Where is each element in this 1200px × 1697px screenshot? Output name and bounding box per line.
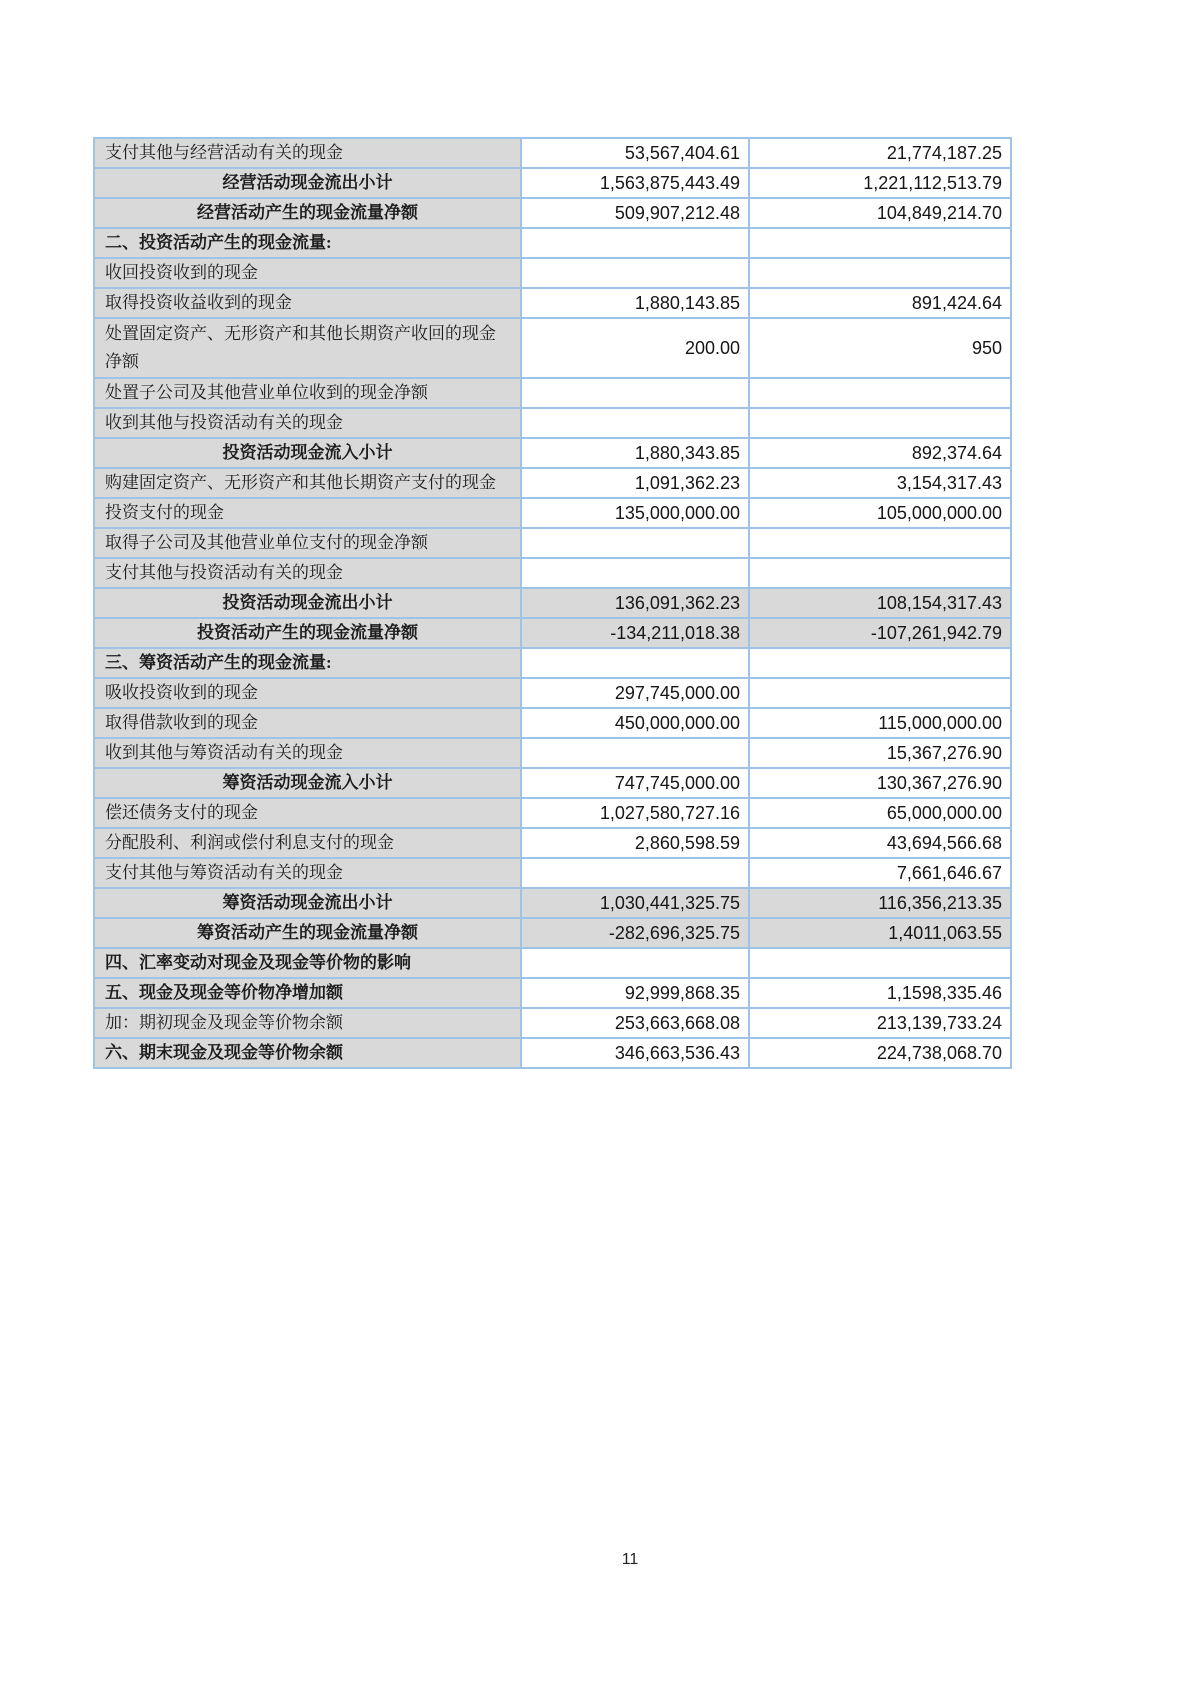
row-value-current: [521, 948, 749, 978]
table-row-section: [94, 648, 1011, 678]
row-label: 投资支付的现金: [94, 498, 521, 528]
table-row: [94, 798, 1011, 828]
row-value-prior: 7,661,646.67: [749, 858, 1011, 888]
row-label: 吸收投资收到的现金: [94, 678, 521, 708]
row-value-prior: 1,1598,335.46: [749, 978, 1011, 1008]
table-row-subtotal: [94, 918, 1011, 948]
row-value-prior: 105,000,000.00: [749, 498, 1011, 528]
table-row: [94, 708, 1011, 738]
table-row: [94, 828, 1011, 858]
table-row: [94, 378, 1011, 408]
row-value-prior: 15,367,276.90: [749, 738, 1011, 768]
table-row: [94, 468, 1011, 498]
row-value-current: 92,999,868.35: [521, 978, 749, 1008]
table-row: [94, 498, 1011, 528]
row-value-current: [521, 648, 749, 678]
row-value-current: 1,027,580,727.16: [521, 798, 749, 828]
row-value-prior: 65,000,000.00: [749, 798, 1011, 828]
row-value-current: -134,211,018.38: [521, 618, 749, 648]
row-label: 处置固定资产、无形资产和其他长期资产收回的现金净额: [94, 318, 521, 378]
row-value-prior: 892,374.64: [749, 438, 1011, 468]
row-value-current: 450,000,000.00: [521, 708, 749, 738]
table-row: [94, 528, 1011, 558]
row-value-prior: 213,139,733.24: [749, 1008, 1011, 1038]
row-value-current: 200.00: [521, 318, 749, 378]
row-value-prior: [749, 258, 1011, 288]
row-value-prior: 1,4011,063.55: [749, 918, 1011, 948]
row-label: 处置子公司及其他营业单位收到的现金净额: [94, 378, 521, 408]
table-row-section: [94, 228, 1011, 258]
row-value-current: 53,567,404.61: [521, 138, 749, 168]
row-value-current: 297,745,000.00: [521, 678, 749, 708]
table-row: [94, 738, 1011, 768]
row-value-prior: [749, 948, 1011, 978]
row-value-current: 747,745,000.00: [521, 768, 749, 798]
table-row: [94, 168, 1011, 198]
row-value-current: [521, 738, 749, 768]
row-label: 五、现金及现金等价物净增加额: [94, 978, 521, 1008]
row-value-current: [521, 558, 749, 588]
row-label: 投资活动现金流入小计: [94, 438, 521, 468]
table-row: [94, 258, 1011, 288]
row-label: 四、汇率变动对现金及现金等价物的影响: [94, 948, 521, 978]
table-row: [94, 408, 1011, 438]
table-row: [94, 858, 1011, 888]
table-row-section: [94, 1038, 1011, 1068]
row-value-prior: [749, 228, 1011, 258]
row-value-prior: 104,849,214.70: [749, 198, 1011, 228]
row-value-current: 135,000,000.00: [521, 498, 749, 528]
row-value-current: 253,663,668.08: [521, 1008, 749, 1038]
row-value-current: 1,030,441,325.75: [521, 888, 749, 918]
table-row-section: [94, 948, 1011, 978]
row-label: 取得投资收益收到的现金: [94, 288, 521, 318]
table-row-section: [94, 978, 1011, 1008]
table-row: [94, 138, 1011, 168]
row-value-current: 509,907,212.48: [521, 198, 749, 228]
row-label: 购建固定资产、无形资产和其他长期资产支付的现金: [94, 468, 521, 498]
row-value-current: [521, 228, 749, 258]
table-row-subtotal: [94, 618, 1011, 648]
row-label: 收到其他与筹资活动有关的现金: [94, 738, 521, 768]
row-value-current: 1,880,343.85: [521, 438, 749, 468]
row-label: 加：期初现金及现金等价物余额: [94, 1008, 521, 1038]
row-label: 二、投资活动产生的现金流量:: [94, 228, 521, 258]
row-value-current: -282,696,325.75: [521, 918, 749, 948]
table-row-subtotal: [94, 588, 1011, 618]
row-value-current: [521, 858, 749, 888]
row-label: 支付其他与投资活动有关的现金: [94, 558, 521, 588]
row-value-current: 1,091,362.23: [521, 468, 749, 498]
table-row: [94, 198, 1011, 228]
row-value-current: [521, 258, 749, 288]
table-row: [94, 288, 1011, 318]
row-label: 收到其他与投资活动有关的现金: [94, 408, 521, 438]
row-value-prior: 224,738,068.70: [749, 1038, 1011, 1068]
row-value-prior: 3,154,317.43: [749, 468, 1011, 498]
row-label: 三、筹资活动产生的现金流量:: [94, 648, 521, 678]
row-value-prior: 43,694,566.68: [749, 828, 1011, 858]
row-label: 偿还债务支付的现金: [94, 798, 521, 828]
row-value-prior: 1,221,112,513.79: [749, 168, 1011, 198]
table-row: [94, 1008, 1011, 1038]
row-label: 投资活动产生的现金流量净额: [94, 618, 521, 648]
row-value-prior: [749, 378, 1011, 408]
row-value-prior: 950: [749, 318, 1011, 378]
table-row-subtotal: [94, 888, 1011, 918]
row-label: 取得借款收到的现金: [94, 708, 521, 738]
row-label: 筹资活动现金流出小计: [94, 888, 521, 918]
row-label: 取得子公司及其他营业单位支付的现金净额: [94, 528, 521, 558]
row-value-prior: -107,261,942.79: [749, 618, 1011, 648]
row-label: 投资活动现金流出小计: [94, 588, 521, 618]
row-label: 分配股利、利润或偿付利息支付的现金: [94, 828, 521, 858]
table-row: [94, 438, 1011, 468]
row-label: 筹资活动产生的现金流量净额: [94, 918, 521, 948]
row-label: 六、期末现金及现金等价物余额: [94, 1038, 521, 1068]
row-value-current: [521, 528, 749, 558]
row-value-prior: 115,000,000.00: [749, 708, 1011, 738]
row-value-prior: 130,367,276.90: [749, 768, 1011, 798]
row-value-prior: [749, 648, 1011, 678]
page-number: 11: [621, 1551, 639, 1568]
table-row: [94, 768, 1011, 798]
row-value-current: 136,091,362.23: [521, 588, 749, 618]
table-row: [94, 558, 1011, 588]
table-row: [94, 678, 1011, 708]
row-value-prior: [749, 678, 1011, 708]
row-value-current: 2,860,598.59: [521, 828, 749, 858]
row-label: 收回投资收到的现金: [94, 258, 521, 288]
row-label: 支付其他与筹资活动有关的现金: [94, 858, 521, 888]
row-value-prior: 891,424.64: [749, 288, 1011, 318]
row-value-current: 1,880,143.85: [521, 288, 749, 318]
row-value-prior: [749, 408, 1011, 438]
row-value-prior: 108,154,317.43: [749, 588, 1011, 618]
row-value-prior: [749, 558, 1011, 588]
row-label: 经营活动现金流出小计: [94, 168, 521, 198]
row-label: 经营活动产生的现金流量净额: [94, 198, 521, 228]
row-value-current: 346,663,536.43: [521, 1038, 749, 1068]
cash-flow-statement-table: [93, 137, 1012, 1069]
row-value-prior: 21,774,187.25: [749, 138, 1011, 168]
row-value-prior: 116,356,213.35: [749, 888, 1011, 918]
row-label: 支付其他与经营活动有关的现金: [94, 138, 521, 168]
table-row: [94, 318, 1011, 378]
row-value-prior: [749, 528, 1011, 558]
row-value-current: [521, 378, 749, 408]
row-value-current: [521, 408, 749, 438]
row-value-current: 1,563,875,443.49: [521, 168, 749, 198]
row-label: 筹资活动现金流入小计: [94, 768, 521, 798]
